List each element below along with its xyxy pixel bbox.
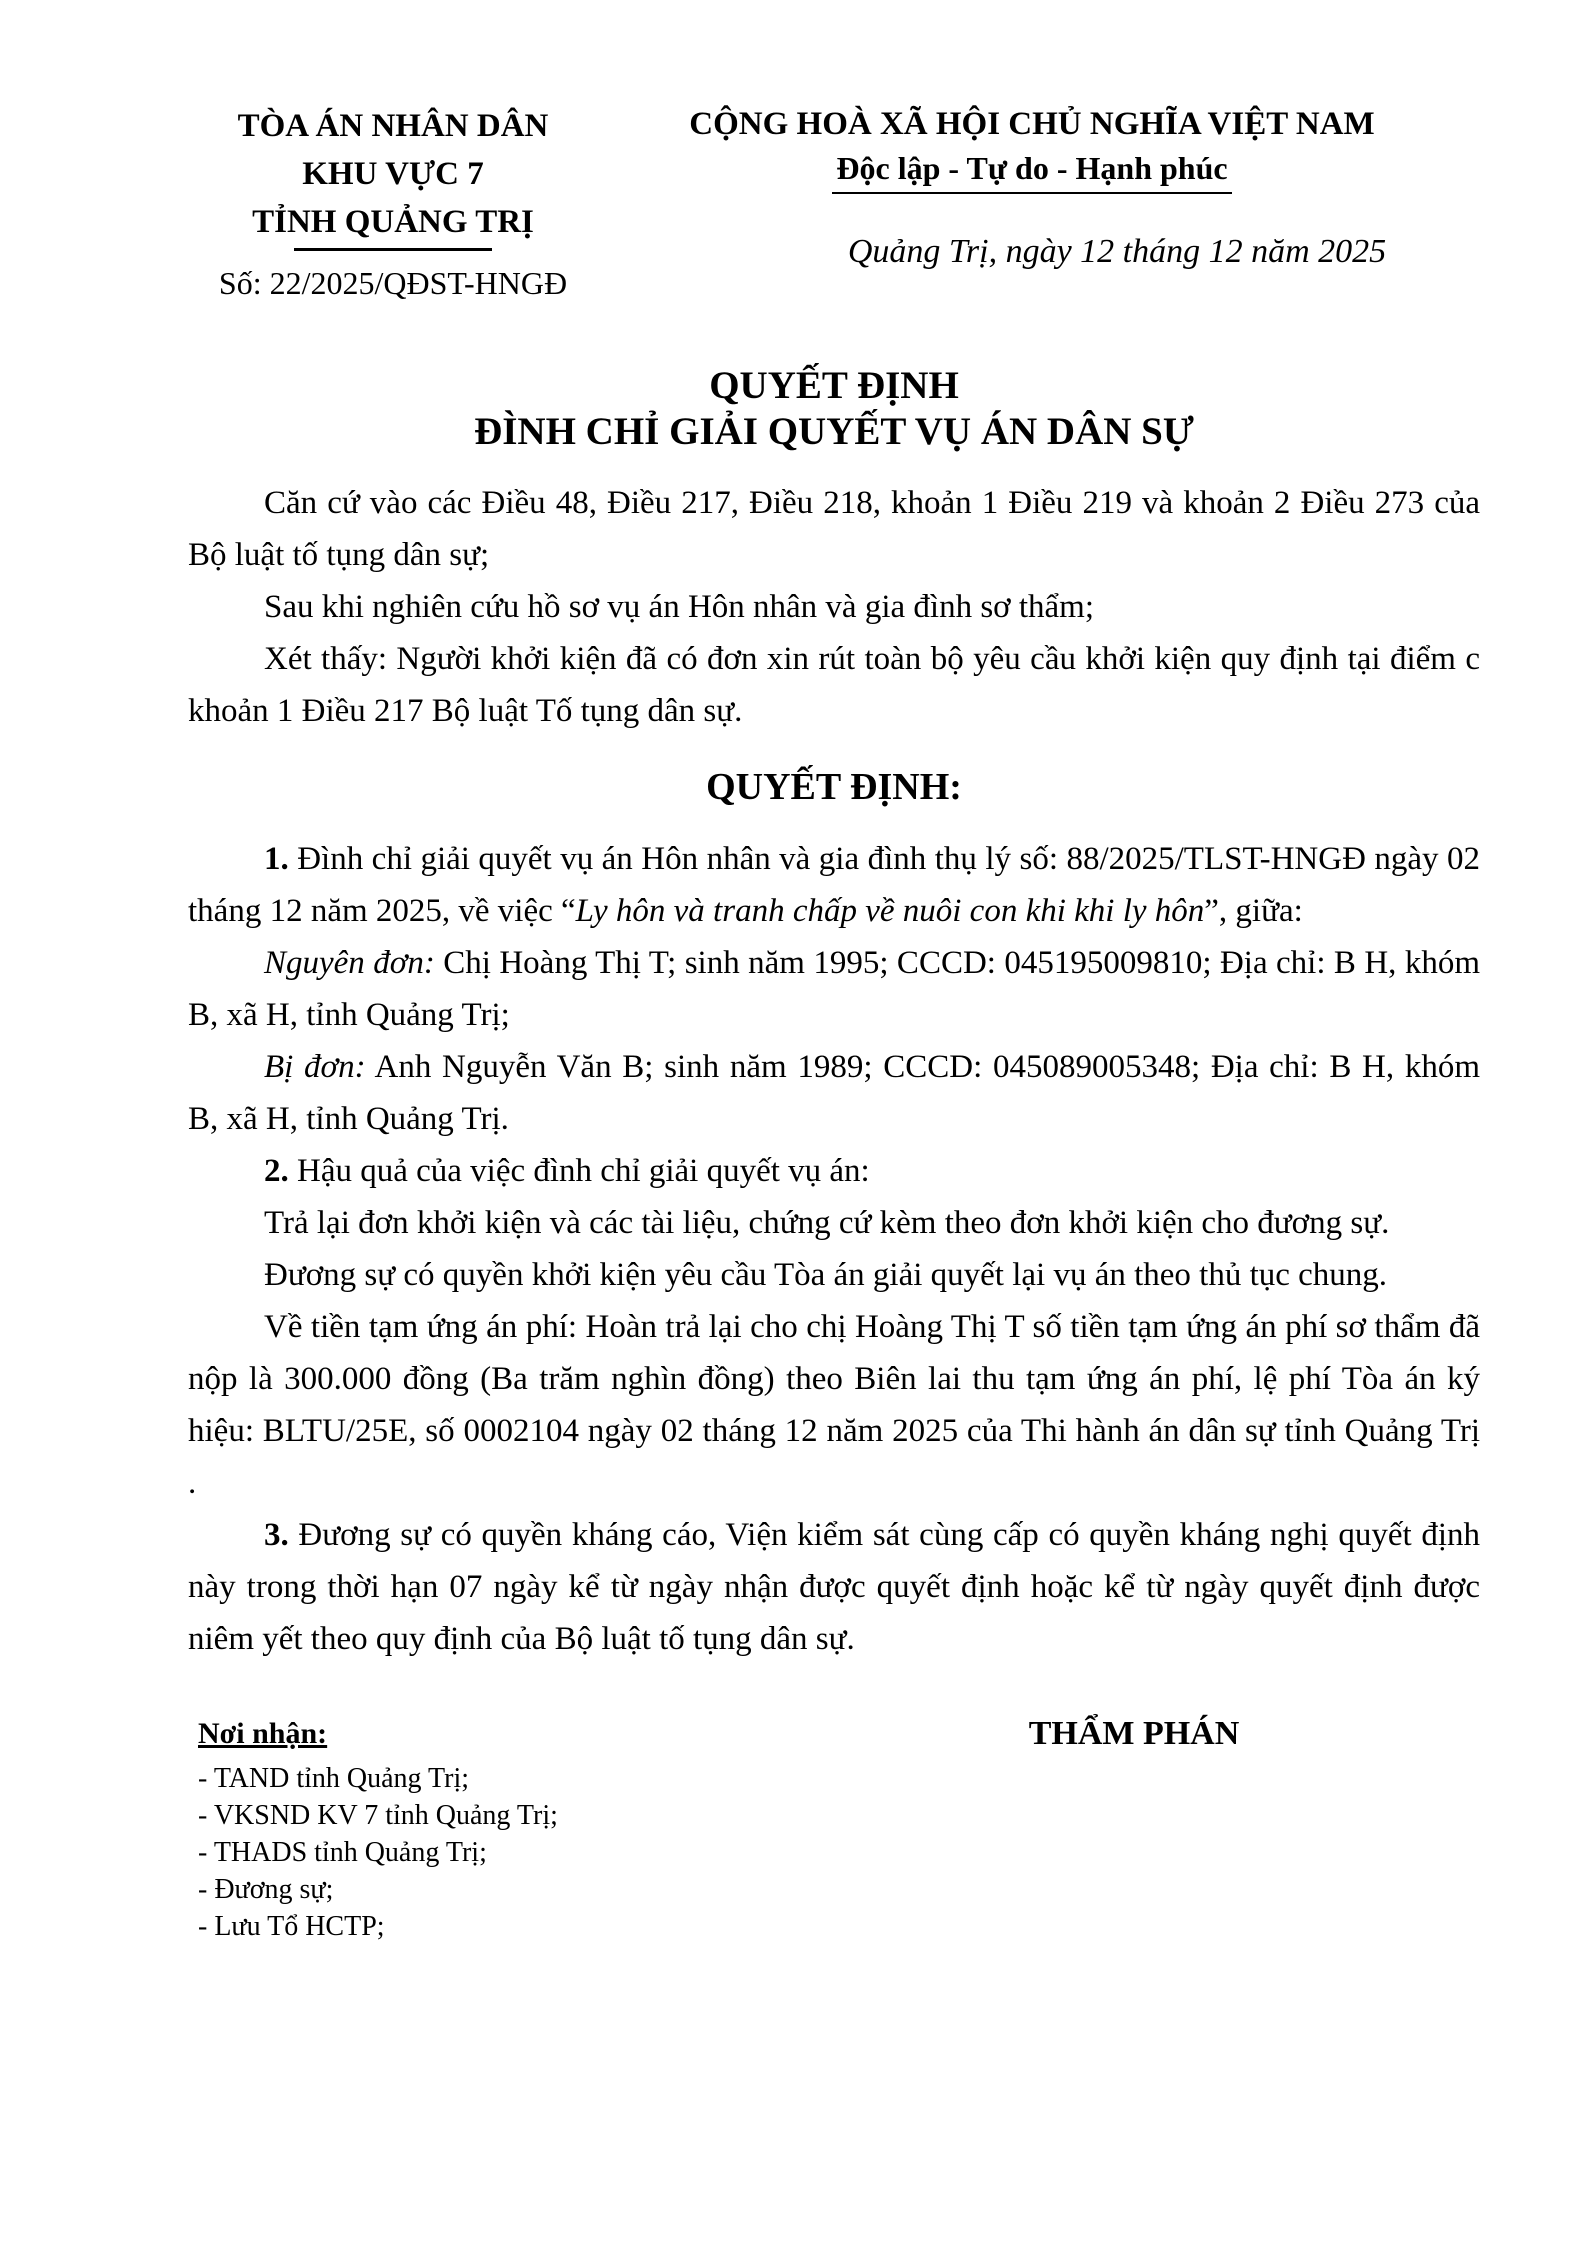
text-segment: ”, giữa:	[1204, 893, 1303, 929]
text-segment: Về tiền tạm ứng án phí: Hoàn trả lại cho chị Hoàng Thị T số tiền tạm ứng án phí sơ thẩm đã nộp là 300.000 đồng (Ba trăm nghìn đồng) theo Biên lai thu tạm ứng án phí, lệ phí Tòa án ký hiệu: BLTU/25E, số 0002104 ngày 02 tháng 12 năm 2025 của Thi hành án dân sự tỉnh Quảng Trị .	[188, 1309, 1480, 1501]
court-name-line3: TỈNH QUẢNG TRỊ	[252, 204, 534, 240]
court-name-line1: TÒA ÁN NHÂN DÂN	[237, 108, 549, 144]
text-segment: Xét thấy: Người khởi kiện đã có đơn xin rút toàn bộ yêu cầu khởi kiện quy định tại điểm c khoản 1 Điều 217 Bộ luật Tố tụng dân sự.	[188, 641, 1480, 729]
paragraph	[188, 1041, 1480, 1145]
decision-section	[188, 833, 1480, 1665]
text-segment: 3.	[264, 1517, 289, 1553]
motto-underline-divider	[832, 192, 1232, 194]
text-segment: Căn cứ vào các Điều 48, Điều 217, Điều 218, khoản 1 Điều 219 và khoản 2 Điều 273 của Bộ luật tố tụng dân sự;	[188, 485, 1480, 573]
paragraph	[188, 633, 1480, 737]
text-segment: Sau khi nghiên cứu hồ sơ vụ án Hôn nhân và gia đình sơ thẩm;	[264, 589, 1095, 625]
paragraph	[188, 477, 1480, 581]
title-line1: QUYẾT ĐỊNH	[709, 364, 959, 407]
recipient-item: - TAND tỉnh Quảng Trị;	[198, 1763, 470, 1794]
recipient-item: - THADS tỉnh Quảng Trị;	[198, 1837, 487, 1868]
country-name: CỘNG HOÀ XÃ HỘI CHỦ NGHĨA VIỆT NAM	[689, 106, 1375, 142]
recipients-list	[198, 1760, 558, 1945]
document-number: Số: 22/2025/QĐST-HNGĐ	[218, 265, 568, 301]
paragraph	[188, 1197, 1480, 1249]
document-header	[0, 0, 1586, 307]
text-segment: Bị đơn:	[264, 1049, 366, 1085]
paragraph	[188, 1509, 1480, 1665]
recipient-item: - Đương sự;	[198, 1874, 334, 1905]
paragraph	[188, 833, 1480, 937]
text-segment: Hậu quả của việc đình chỉ giải quyết vụ án:	[288, 1153, 870, 1189]
text-segment: Đương sự có quyền khởi kiện yêu cầu Tòa án giải quyết lại vụ án theo thủ tục chung.	[264, 1257, 1388, 1293]
document-footer	[188, 1715, 1480, 1945]
signer-title: THẨM PHÁN	[1028, 1715, 1240, 1752]
text-segment: 1.	[264, 841, 289, 877]
title-line2: ĐÌNH CHỈ GIẢI QUYẾT VỤ ÁN DÂN SỰ	[474, 410, 1194, 453]
national-motto: Độc lập - Tự do - Hạnh phúc	[836, 150, 1228, 186]
text-segment: 2.	[264, 1153, 289, 1189]
paragraph	[188, 1301, 1480, 1509]
place-date-line: Quảng Trị, ngày 12 tháng 12 năm 2025	[847, 233, 1387, 270]
recipient-item: - Lưu Tổ HCTP;	[198, 1911, 385, 1942]
paragraph	[188, 1145, 1480, 1197]
document-content	[0, 363, 1586, 1945]
court-name-line2: KHU VỰC 7	[302, 156, 484, 192]
text-segment: Ly hôn và tranh chấp về nuôi con khi khi ly hôn	[575, 893, 1205, 929]
national-header-block	[642, 102, 1422, 307]
paragraph	[188, 937, 1480, 1041]
issuing-court-block	[168, 102, 618, 307]
text-segment: Nguyên đơn:	[264, 945, 435, 981]
preamble-section	[188, 477, 1480, 737]
text-segment: Đình chỉ giải quyết vụ án Hôn nhân và gia đình thụ lý số: 88/2025/TLST-HNGĐ ngày 02 tháng 12 năm 2025, về việc “	[188, 841, 1480, 929]
recipients-block	[198, 1715, 558, 1945]
text-segment: Trả lại đơn khởi kiện và các tài liệu, chứng cứ kèm theo đơn khởi kiện cho đương sự.	[264, 1205, 1390, 1241]
text-segment: Đương sự có quyền kháng cáo, Viện kiểm sát cùng cấp có quyền kháng nghị quyết định này trong thời hạn 07 ngày kể từ ngày nhận được quyết định hoặc kể từ ngày quyết định được niêm yết theo quy định của Bộ luật tố tụng dân sự.	[188, 1517, 1480, 1657]
recipients-title: Nơi nhận:	[198, 1717, 328, 1750]
recipient-item: - VKSND KV 7 tỉnh Quảng Trị;	[198, 1800, 558, 1831]
paragraph	[188, 581, 1480, 633]
document-title	[188, 363, 1480, 455]
text-segment: Anh Nguyễn Văn B; sinh năm 1989; CCCD: 045089005348; Địa chỉ: B H, khóm B, xã H, tỉnh Quảng Trị.	[188, 1049, 1480, 1137]
court-underline-divider	[294, 248, 492, 251]
text-segment: Chị Hoàng Thị T; sinh năm 1995; CCCD: 045195009810; Địa chỉ: B H, khóm B, xã H, tỉnh Quảng Trị;	[188, 945, 1481, 1033]
paragraph	[188, 1249, 1480, 1301]
decision-heading: QUYẾT ĐỊNH:	[706, 766, 962, 808]
